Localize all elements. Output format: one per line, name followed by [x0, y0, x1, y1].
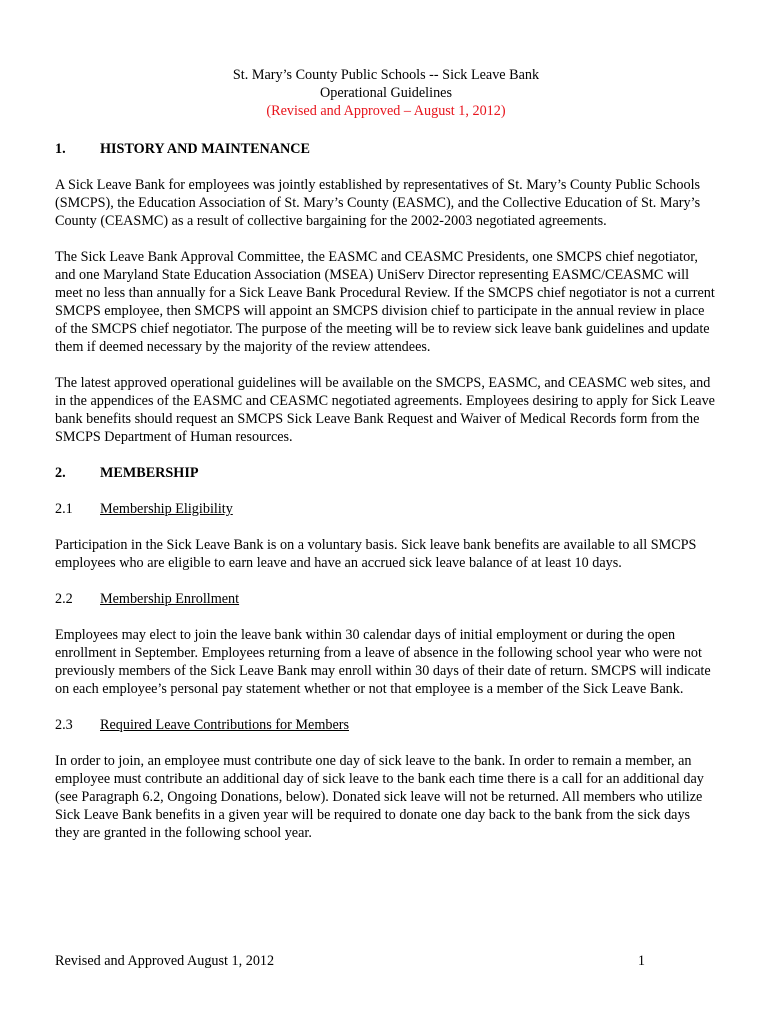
section-title: HISTORY AND MAINTENANCE	[100, 141, 310, 157]
subsection-title: Membership Eligibility	[100, 501, 233, 517]
paragraph: The latest approved operational guidelines will be available on the SMCPS, EASMC, and CEASMC web sites, and in the appendices of the EASMC and CEASMC negotiated agreements. Employees desiring to apply for Sick Leave bank benefits should request an SMCPS Sick Leave Bank Request and Waiver of Medical Records form from the SMCPS Department of Human resources.	[55, 375, 715, 445]
header-title: St. Mary’s County Public Schools -- Sick Leave Bank	[232, 67, 540, 83]
header-subtitle: Operational Guidelines	[320, 85, 452, 101]
subsection-heading-2-2	[55, 590, 717, 608]
document-page	[55, 66, 717, 860]
subsection-number: 2.2	[55, 591, 73, 607]
subsection-title: Required Leave Contributions for Members	[100, 717, 350, 733]
section-heading-1	[55, 140, 717, 158]
paragraph: Employees may elect to join the leave bank within 30 calendar days of initial employment or during the open enrollment in September. Employees returning from a leave of absence in the following school year who were not previously members of the Sick Leave Bank may enroll within 30 days of their date of return. SMCPS will indicate on each employee’s personal pay statement whether or not that employee is a member of the Sick Leave Bank.	[55, 627, 711, 697]
page-number: 1	[637, 953, 645, 969]
section-number: 2.	[55, 465, 66, 481]
subsection-heading-2-3	[55, 716, 717, 734]
document-header	[55, 66, 717, 120]
section-title: MEMBERSHIP	[100, 465, 199, 481]
page-footer	[55, 952, 645, 970]
header-revision: (Revised and Approved – August 1, 2012)	[266, 103, 506, 119]
subsection-heading-2-1	[55, 500, 717, 518]
section-heading-2	[55, 464, 717, 482]
section-number: 1.	[55, 141, 66, 157]
paragraph: The Sick Leave Bank Approval Committee, the EASMC and CEASMC Presidents, one SMCPS chief negotiator, and one Maryland State Education Association (MSEA) UniServ Director representing EASMC/CEASMC will meet no less than annually for a Sick Leave Bank Procedural Review. If the SMCPS chief negotiator is not a current SMCPS employee, then SMCPS will appoint an SMCPS division chief to participate in the annual review in place of the SMCPS chief negotiator. The purpose of the meeting will be to review sick leave bank guidelines and update them if deemed necessary by the majority of the review attendees.	[55, 249, 715, 355]
subsection-title: Membership Enrollment	[100, 591, 240, 607]
paragraph: Participation in the Sick Leave Bank is on a voluntary basis. Sick leave bank benefits are available to all SMCPS employees who are eligible to earn leave and have an accrued sick leave balance of at least 10 days.	[55, 537, 697, 571]
subsection-number: 2.1	[55, 501, 73, 517]
paragraph: A Sick Leave Bank for employees was jointly established by representatives of St. Mary’s County Public Schools (SMCPS), the Education Association of St. Mary’s County (EASMC), and the Collective Education of St. Mary’s County (CEASMC) as a result of collective bargaining for the 2002-2003 negotiated agreements.	[55, 177, 701, 229]
footer-revision-note: Revised and Approved August 1, 2012	[55, 953, 275, 969]
paragraph: In order to join, an employee must contribute one day of sick leave to the bank. In order to remain a member, an employee must contribute an additional day of sick leave to the bank each time there is a call for an additional day (see Paragraph 6.2, Ongoing Donations, below). Donated sick leave will not be returned. All members who utilize Sick Leave Bank benefits in a given year will be required to donate one day back to the bank from the sick days they are granted in the following school year.	[55, 753, 704, 841]
subsection-number: 2.3	[55, 717, 73, 733]
